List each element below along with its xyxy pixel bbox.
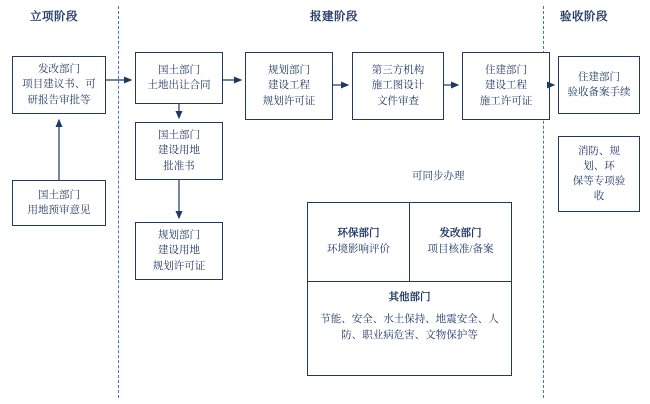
phase-title-lixiang: 立项阶段 [30,11,78,23]
box-zhuanxiang-yanshou: 消防、规 划、环 保等专项验 收 [558,136,640,212]
phase-title-yanshou: 验收阶段 [560,11,608,23]
box-guihua-yongdi: 规划部门 建设用地 规划许可证 [135,222,223,280]
note-can-be-parallel: 可同步办理 [412,171,465,182]
group-cell-huanbao: 环保部门 环境影响评价 [327,228,390,255]
box-guotu-yushen: 国土部门 用地预审意见 [12,180,106,226]
box-guotu-pizhun: 国土部门 建设用地 批准书 [135,122,223,180]
box-disanfang-shencha: 第三方机构 施工图设计 文件审查 [352,52,444,120]
group-cell-qita: 其他部门 节能、安全、水土保持、地震安全、人防、职业病危害、文物保护等 [320,292,499,342]
box-zhujian-yanshou-beian: 住建部门 验收备案手续 [558,56,640,114]
box-zhujian-shigong-xuke: 住建部门 建设工程 施工许可证 [462,52,550,120]
box-guihua-gongcheng: 规划部门 建设工程 规划许可证 [245,52,333,120]
box-guotu-hetong: 国土部门 土地出让合同 [135,52,223,104]
group-cell-fagai: 发改部门 项目核准/备案 [427,228,494,255]
phase-title-baojian: 报建阶段 [310,11,358,23]
box-fagai-lixiang: 发改部门 项目建议书、可 研报告审批等 [12,56,106,114]
